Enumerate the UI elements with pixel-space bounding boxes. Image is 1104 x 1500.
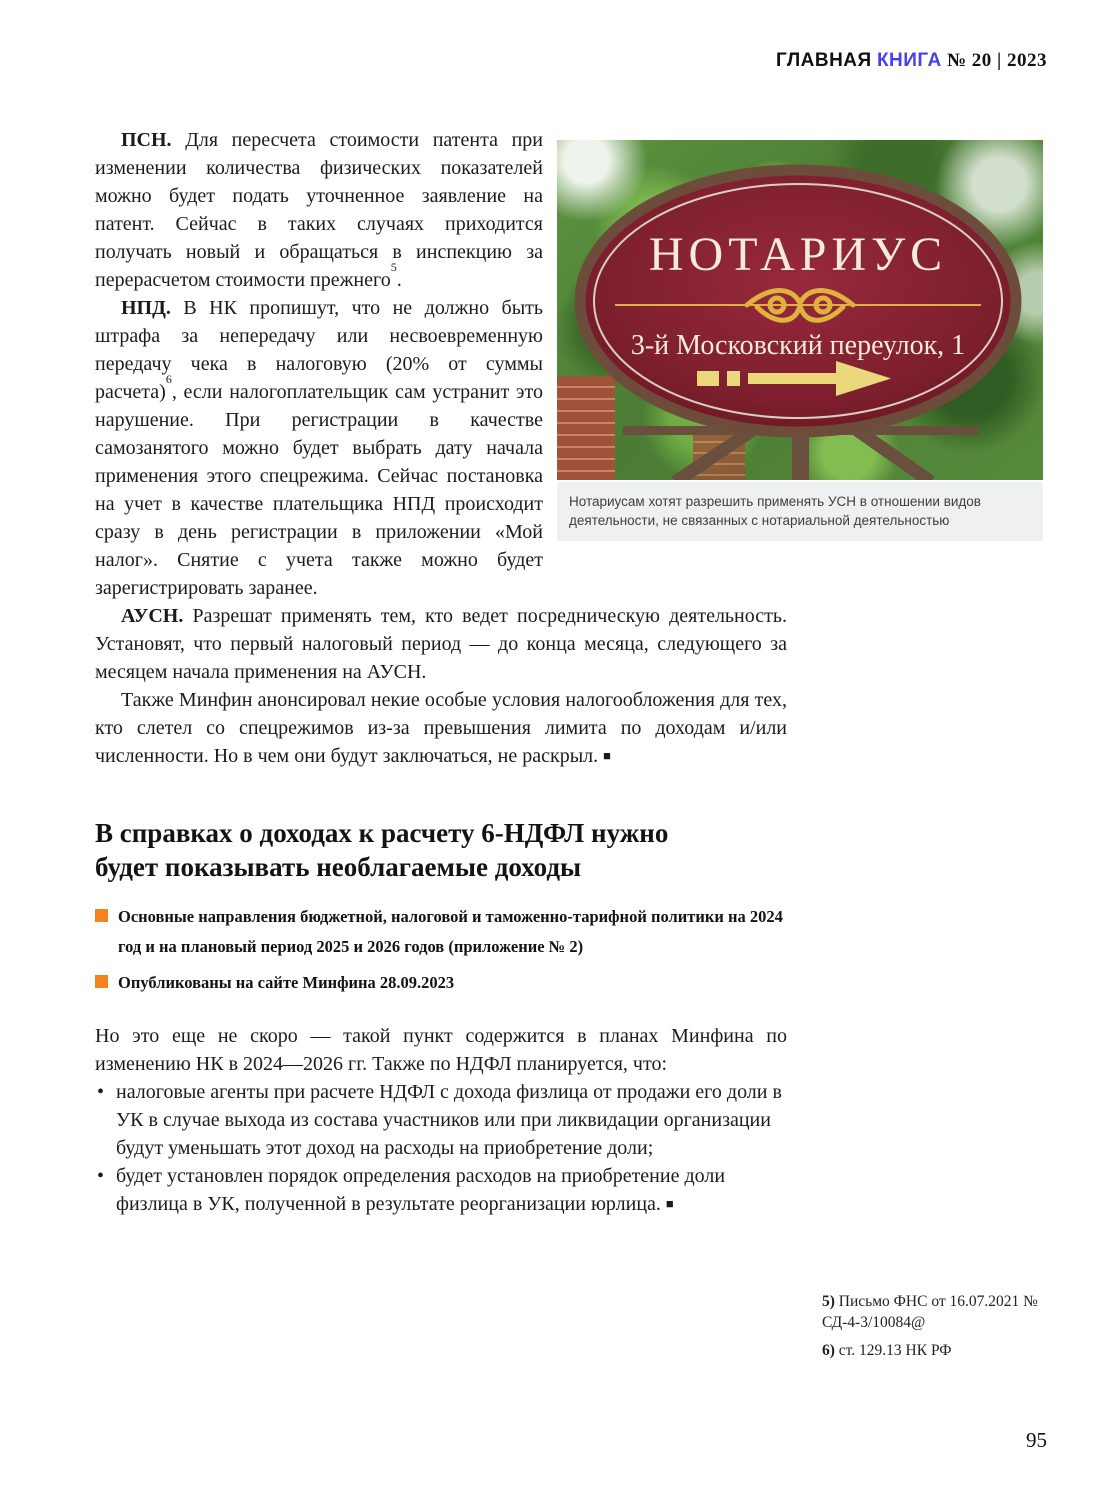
paragraph-intro: Но это еще не скоро — такой пункт содержится в планах Минфина по изменению НК в 2024—2026 гг. Также по НДФЛ планируется, что: [95,1025,787,1075]
source-ref-item [95,968,787,998]
paragraph-text: В НК пропишут, что не должно быть штрафа за непередачу или несвоевременную передачу чека в налоговую (20% от суммы расчета) [95,297,544,403]
issue-number: № 20 | 2023 [946,50,1047,71]
footnote-6 [822,1340,1057,1361]
list-item-text: будет установлен порядок определения расходов на приобретение доли физлица в УК, полученной в результате реорганизации юрлица. [116,1165,726,1215]
footnotes-block [822,1291,1057,1368]
paragraph-lead: ПСН. [121,129,172,151]
orange-square-icon [95,909,108,922]
bullet-icon: • [97,1081,105,1103]
section-title: В справках о доходах к расчету 6-НДФЛ нужно будет показывать необлагаемые доходы [95,818,669,882]
source-ref-item [95,902,787,962]
list-item [95,1162,787,1220]
footnote-number: 6) [822,1342,835,1359]
footnote-ref-6: 6 [165,372,172,387]
sign-title: НОТАРИУС [648,228,948,281]
photo-caption: Нотариусам хотят разрешить применять УСН в отношении видов деятельности, не связанных с нотариальной деятельностью [557,482,1043,541]
paragraph-text: , если налогоплательщик сам устранит это нарушение. При регистрации в качестве самозанятого можно будет выбрать дату начала применения этого спецрежима. Сейчас постановка на учет в качестве плательщика НПД происходит сразу в день регистрации в приложении «Мой налог». Снятие с учета также можно будет зарегистрировать заранее. [95,381,543,599]
brand-glavnaya: ГЛАВНАЯ [776,50,872,71]
bullet-list [95,1078,787,1220]
footnote-number: 5) [822,1293,835,1310]
paragraph-ausn [95,602,787,686]
sign-address: 3-й Московский переулок, 1 [630,330,966,361]
main-column [95,126,787,1220]
sign-right-leg [857,430,931,480]
bullet-icon: • [97,1165,105,1187]
paragraph-text: Для пересчета стоимости патента при изменении количества физических показателей можно будет подать уточненное заявление на патент. Сейчас в таких случаях приходится получать новый и обращаться в инспекцию за перерасчетом стоимости прежнего [95,129,543,291]
paragraph-text: . [396,269,402,291]
footnote-5 [822,1291,1057,1333]
photo-wrap-spacer [543,126,787,576]
paragraph-lead: АУСН. [121,605,184,627]
source-ref-text: Опубликованы на сайте Минфина 28.09.2023 [118,973,455,992]
source-refs-list [95,902,787,998]
paragraph-lead: НПД. [121,297,171,319]
paragraph-text: Также Минфин анонсировал некие особые условия налогообложения для тех, кто слетел со спецрежимов из-за превышения лимита по доходам и/или численности. Но в чем они будут заключаться, не раскрыл. [95,689,787,767]
paragraph-text: Разрешат применять тем, кто ведет посредническую деятельность. Установят, что первый налоговый период — до конца месяца, следующего за месяцем начала применения на АУСН. [95,605,787,683]
article-end-mark: ■ [603,748,612,763]
footnote-text: ст. 129.13 НК РФ [838,1342,952,1359]
article-end-mark: ■ [665,1196,674,1211]
list-item [95,1078,787,1162]
orange-square-icon [95,975,108,988]
footnote-text: Письмо ФНС от 16.07.2021 № СД-4-3/10084@ [822,1293,1038,1331]
list-item-text: налоговые агенты при расчете НДФЛ с дохода физлица от продажи его доли в УК в случае выхода из состава участников или при ликвидации организации будут уменьшать этот доход на расходы на приобретение доли; [116,1081,782,1159]
page-number: 95 [1026,1428,1047,1452]
masthead [776,50,1047,72]
paragraph-minfin [95,686,787,772]
source-ref-text: Основные направления бюджетной, налоговой и таможенно-тарифной политики на 2024 год и на плановый период 2025 и 2026 годов (приложение № 2) [118,907,783,956]
footnote-ref-5: 5 [390,260,397,275]
brand-kniga: КНИГА [876,50,942,71]
